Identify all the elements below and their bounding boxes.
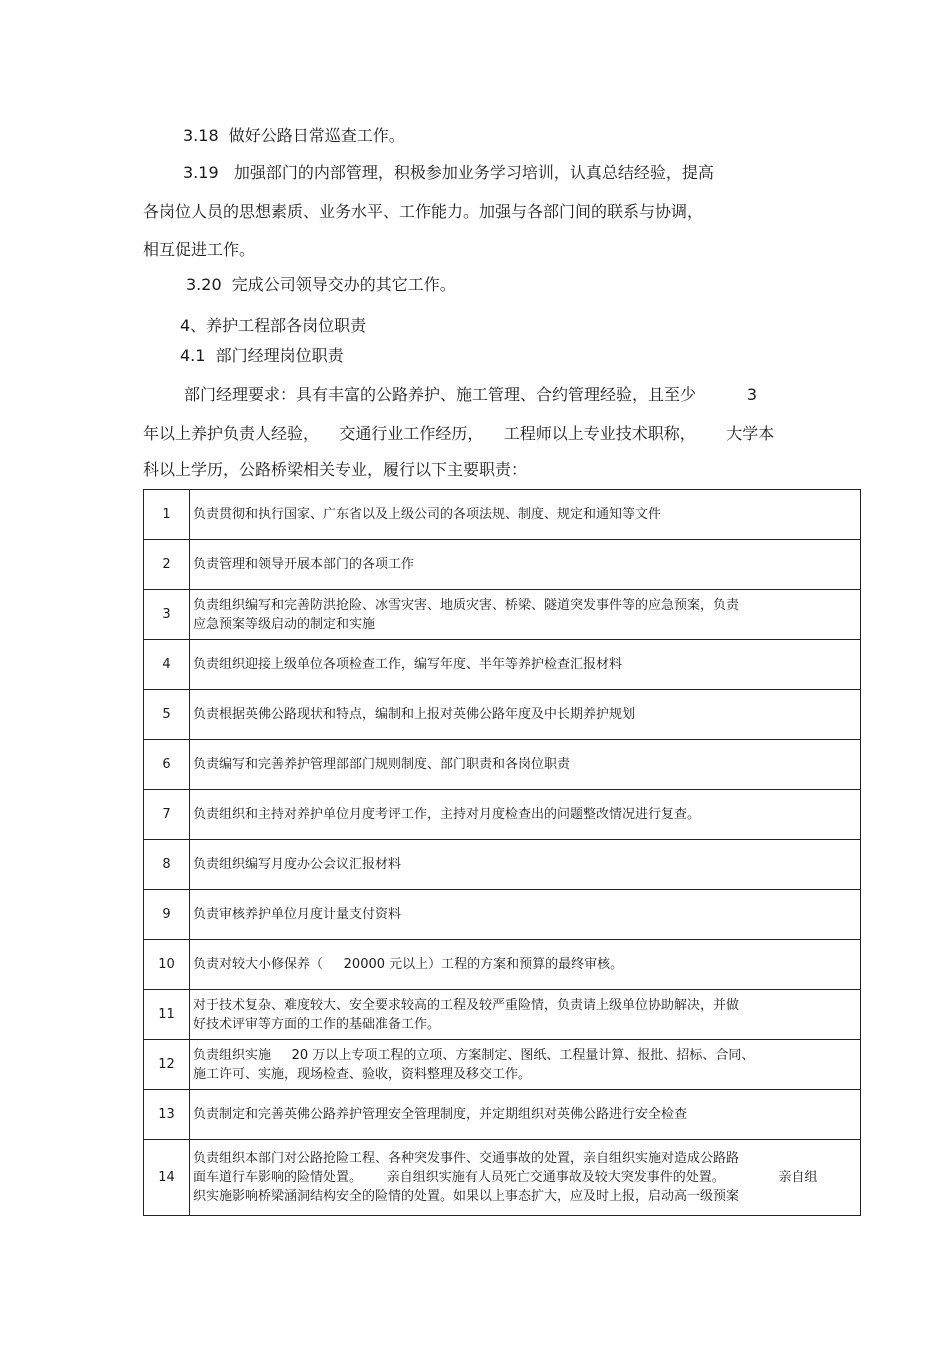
- table-row: [144, 790, 861, 840]
- table-row: [144, 690, 861, 740]
- manager-requirement-line2: 年以上养护负责人经验， 交通行业工作经历， 工程师以上专业技术职称， 大学本: [143, 424, 775, 443]
- duty-text: 负责贯彻和执行国家、广东省以及上级公司的各项法规、制度、规定和通知等文件: [190, 490, 861, 540]
- manager-requirement-line1: 部门经理要求：具有丰富的公路养护、施工管理、合约管理经验，且至少 3: [184, 385, 758, 404]
- duty-text: 负责组织编写月度办公会议汇报材料: [190, 840, 861, 890]
- duty-text: 负责对较大小修保养（ 20000 元以上）工程的方案和预算的最终审核。: [190, 940, 861, 990]
- row-number: 6: [144, 740, 190, 790]
- row-number: 12: [144, 1040, 190, 1090]
- duty-text: 负责编写和完善养护管理部部门规则制度、部门职责和各岗位职责: [190, 740, 861, 790]
- table-row: [144, 1140, 861, 1216]
- table-row: [144, 540, 861, 590]
- table-row: [144, 890, 861, 940]
- duty-table: [143, 489, 861, 1216]
- table-row: [144, 640, 861, 690]
- paragraph-3-19-line2: 各岗位人员的思想素质、业务水平、工作能力。加强与各部门间的联系与协调，: [143, 202, 704, 221]
- table-row: [144, 840, 861, 890]
- duty-text: 对于技术复杂、难度较大、安全要求较高的工程及较严重险情，负责请上级单位协助解决，并做 好技术评审等方面的工作的基础准备工作。: [190, 990, 861, 1040]
- row-number: 3: [144, 590, 190, 640]
- row-number: 9: [144, 890, 190, 940]
- row-number: 1: [144, 490, 190, 540]
- duty-text: 负责组织迎接上级单位各项检查工作，编写年度、半年等养护检查汇报材料: [190, 640, 861, 690]
- paragraph-3-18: 3.18 做好公路日常巡查工作。: [183, 126, 405, 145]
- row-number: 10: [144, 940, 190, 990]
- row-number: 5: [144, 690, 190, 740]
- table-row: [144, 940, 861, 990]
- row-number: 7: [144, 790, 190, 840]
- table-row: [144, 740, 861, 790]
- manager-requirement-line3: 科以上学历，公路桥梁相关专业，履行以下主要职责：: [143, 460, 528, 479]
- duty-text: 负责组织本部门对公路抢险工程、各种突发事件、交通事故的处置，亲自组织实施对造成公路路 面车道行车影响的险情处置。 亲自组织实施有人员死亡交通事故及较大突发事件的处置。 亲自组 织实施影响桥梁涵洞结构安全的险情的处置。如果以上事态扩大，应及时上报，启动高一级预案: [190, 1140, 861, 1216]
- table-row: [144, 490, 861, 540]
- duty-text: 负责组织实施 20 万以上专项工程的立项、方案制定、图纸、工程量计算、报批、招标、合同、 施工许可、实施，现场检查、验收，资料整理及移交工作。: [190, 1040, 861, 1090]
- section-heading-4: 4、养护工程部各岗位职责: [180, 316, 367, 335]
- row-number: 8: [144, 840, 190, 890]
- duty-text: 负责组织和主持对养护单位月度考评工作，主持对月度检查出的问题整改情况进行复查。: [190, 790, 861, 840]
- paragraph-3-19-line3: 相互促进工作。: [143, 240, 256, 259]
- row-number: 14: [144, 1140, 190, 1216]
- row-number: 13: [144, 1090, 190, 1140]
- paragraph-3-20: 3.20 完成公司领导交办的其它工作。: [186, 275, 456, 294]
- paragraph-3-19-line1: 3.19 加强部门的内部管理，积极参加业务学习培训，认真总结经验，提高: [183, 163, 714, 182]
- table-row: [144, 590, 861, 640]
- section-heading-4-1: 4.1 部门经理岗位职责: [180, 346, 344, 365]
- row-number: 4: [144, 640, 190, 690]
- table-row: [144, 1040, 861, 1090]
- duty-text: 负责管理和领导开展本部门的各项工作: [190, 540, 861, 590]
- row-number: 2: [144, 540, 190, 590]
- duty-text: 负责制定和完善英佛公路养护管理安全管理制度，并定期组织对英佛公路进行安全检查: [190, 1090, 861, 1140]
- duty-text: 负责审核养护单位月度计量支付资料: [190, 890, 861, 940]
- table-row: [144, 990, 861, 1040]
- row-number: 11: [144, 990, 190, 1040]
- table-row: [144, 1090, 861, 1140]
- duty-text: 负责组织编写和完善防洪抢险、冰雪灾害、地质灾害、桥梁、隧道突发事件等的应急预案，负责 应急预案等级启动的制定和实施: [190, 590, 861, 640]
- duty-text: 负责根据英佛公路现状和特点，编制和上报对英佛公路年度及中长期养护规划: [190, 690, 861, 740]
